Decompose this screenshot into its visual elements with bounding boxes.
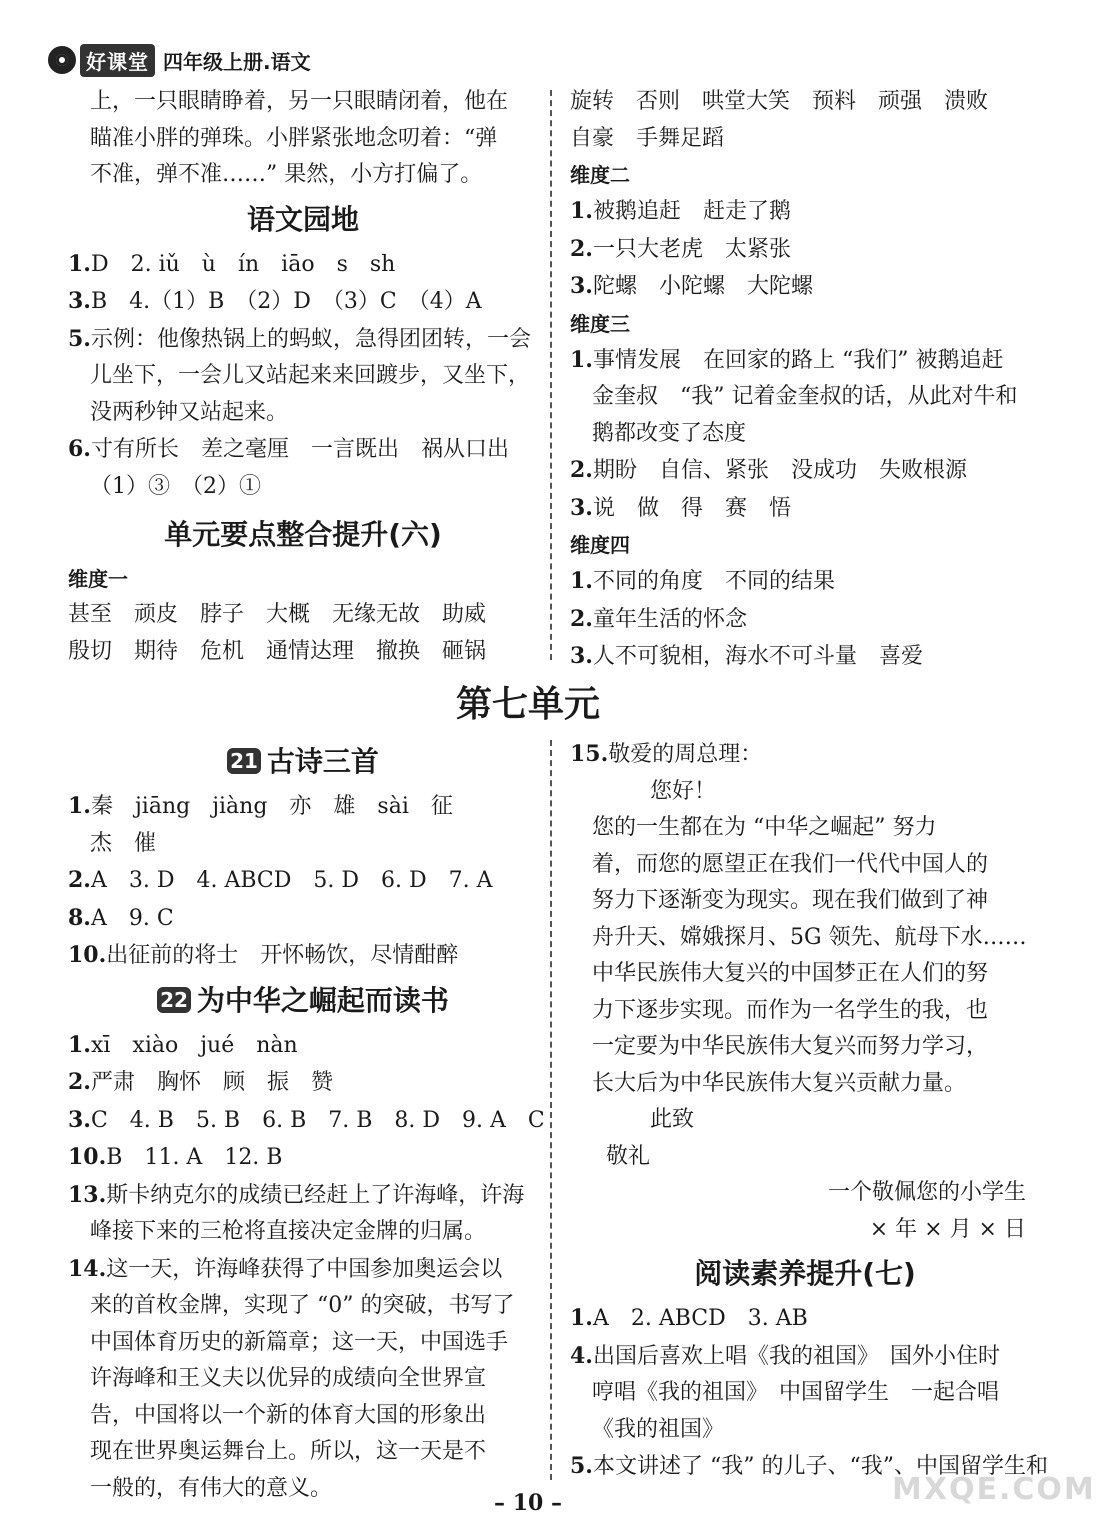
answer-line (68, 1214, 538, 1251)
text-line: 舟升天、嫦娥探月、5G 领先、航母下水…… (592, 924, 1027, 950)
answer-number: 3. (68, 1106, 91, 1133)
text-line: 殷切 期待 危机 通情达理 撤换 砸锅 (68, 638, 487, 664)
section-title-yuwen-garden: 语文园地 (246, 202, 359, 236)
answer-line (68, 1361, 538, 1398)
answer-number: 8. (68, 904, 91, 931)
answer-number: 5. (68, 325, 91, 352)
answer-number: 1. (570, 1305, 593, 1331)
answer-number: 10. (68, 942, 107, 968)
answer-number: 1. (570, 568, 593, 594)
watermark-logo: MXQE.COM (892, 1472, 1096, 1507)
answer-line (570, 736, 1040, 774)
answer-line (68, 246, 538, 284)
answer-text: 期盼 自信、紧张 没成功 失败根源 (592, 458, 967, 483)
text-line: 中华民族伟大复兴的中国梦正在人们的努 (592, 961, 989, 986)
dimension-heading: 维度二 (570, 163, 630, 187)
text-line: 长大后为中华民族伟大复兴贡献力量。 (592, 1070, 967, 1096)
answer-line (570, 638, 1040, 676)
lesson-21-title (68, 736, 538, 788)
answer-text: C 4. B 5. B 6. B 7. B 8. D 9. A C (90, 1107, 545, 1133)
answer-line (68, 1139, 538, 1177)
text-line: 努力下逐渐变为现实。现在我们做到了神 (592, 888, 989, 913)
answer-line (570, 193, 1040, 231)
letter-salutation: 敬爱的周总理： (608, 742, 763, 767)
text-line: 自豪 手舞足蹈 (570, 125, 725, 151)
letter-closing: 此致 (650, 1107, 695, 1132)
answer-line (68, 321, 538, 359)
column-divider-top (550, 90, 552, 660)
dimension-heading: 维度三 (570, 311, 630, 336)
answer-text: 儿坐下，一会儿又站起来来回踱步，又坐下， (90, 363, 531, 388)
answer-line (68, 937, 538, 975)
answer-line (68, 1434, 538, 1471)
publisher-logo (48, 44, 155, 77)
answer-line (68, 862, 538, 900)
answer-line (68, 826, 538, 863)
top-left-column (68, 84, 538, 670)
answer-text: 事情发展 在回家的路上 “我们” 被鹅追赶 (592, 347, 1004, 373)
answer-text: 示例：他像热锅上的蚂蚁，急得团团转，一会 (90, 326, 531, 352)
answer-line (570, 268, 1040, 306)
answer-line (570, 1300, 1040, 1338)
text-line: 不准，弹不准……” 果然，小方打偏了。 (90, 162, 483, 187)
answer-number: 1. (570, 346, 593, 373)
text-line: 一定要为中华民族伟大复兴而努力学习， (592, 1034, 989, 1059)
answer-text: 被鹅追赶 赶走了鹅 (592, 199, 791, 224)
answer-number: 14. (68, 1255, 107, 1282)
dimension-heading: 维度一 (68, 567, 128, 591)
top-right-column (570, 84, 1040, 676)
answer-text: 本文讲述了 “我” 的儿子、“我”、中国留学生和 (592, 1454, 1048, 1479)
page-header (48, 44, 311, 76)
answer-text: 鹅都改变了态度 (592, 420, 747, 446)
answer-line (68, 395, 538, 432)
answer-text: 人不可貌相，海水不可斗量 喜爱 (592, 644, 923, 669)
answer-text: A 2. ABCD 3. AB (592, 1306, 808, 1331)
letter-date: × 年 × 月 × 日 (869, 1216, 1026, 1242)
answer-line (68, 1398, 538, 1435)
answer-text: 斯卡纳克尔的成绩已经赶上了许海峰，许海 (106, 1182, 525, 1208)
answer-number: 1. (68, 250, 91, 277)
answer-text: A 9. C (90, 905, 174, 931)
answer-text: 现在世界奥运舞台上。所以，这一天是不 (90, 1439, 487, 1464)
answer-line (68, 358, 538, 395)
answer-line (570, 231, 1040, 269)
answer-line (68, 788, 538, 826)
answer-number: 1. (68, 1031, 91, 1058)
answer-text: 来的首枚金牌，实现了 “0” 的突破，书写了 (90, 1293, 515, 1318)
text-line: 您的一生都在为 “中华之崛起” 努力 (592, 815, 937, 840)
answer-text: 杰 催 (90, 830, 157, 856)
answer-text: 一般的，有伟大的意义。 (90, 1475, 333, 1501)
answer-text: A 3. D 4. ABCD 5. D 6. D 7. A (90, 868, 493, 893)
answer-text: xī xiào jué nàn (90, 1032, 298, 1058)
answer-number: 1. (68, 793, 91, 819)
answer-text: B 4.（1）B （2）D （3）C （4）A (90, 289, 482, 314)
answer-number: 3. (570, 643, 593, 669)
page-number: – 10 – (494, 1490, 562, 1516)
answer-text: 这一天，许海峰获得了中国参加奥运会以 (106, 1256, 503, 1282)
answer-number: 2. (68, 867, 91, 893)
logo-ring-icon (48, 46, 76, 74)
lesson-22-title (68, 975, 538, 1027)
answer-text: 寸有所长 差之毫厘 一言既出 祸从口出 (90, 437, 509, 462)
bottom-right-column (570, 736, 1048, 1486)
lesson-title-text: 古诗三首 (266, 745, 379, 778)
answer-text: 出国后喜欢上唱《我的祖国》 国外小住时 (592, 1343, 1000, 1369)
letter-greeting: 您好！ (650, 778, 717, 804)
answer-line (68, 1288, 538, 1325)
text-line: 瞄准小胖的弹珠。小胖紧张地念叨着：“弹 (90, 125, 498, 151)
logo-text: 好课堂 (80, 44, 155, 77)
answer-line (570, 342, 1040, 380)
answer-text: 《我的祖国》 (592, 1416, 725, 1442)
answer-text: （1）③ （2）① (90, 473, 261, 499)
section-title-unit-six-review: 单元要点整合提升(六) (164, 518, 442, 551)
answer-line (68, 1177, 538, 1215)
answer-text: 不同的角度 不同的结果 (592, 569, 835, 594)
answer-text: 许海峰和王义夫以优异的成绩向全世界宣 (90, 1366, 487, 1391)
answer-line (68, 1325, 538, 1362)
answer-text: 金奎叔 “我” 记着金奎叔的话，从此对牛和 (592, 384, 1018, 409)
answer-line (68, 431, 538, 469)
answer-text: 出征前的将士 开怀畅饮，尽情酣醉 (106, 943, 459, 968)
answer-line (68, 283, 538, 321)
answer-number: 3. (68, 288, 91, 314)
text-line: 甚至 顽皮 脖子 大概 无缘无故 助威 (68, 602, 487, 627)
answer-line (570, 452, 1040, 490)
answer-line (570, 416, 1040, 453)
answer-line (570, 601, 1040, 639)
answer-number: 4. (570, 1342, 593, 1369)
text-line: 旋转 否则 哄堂大笑 预料 顽强 溃败 (570, 89, 989, 114)
answer-text: 峰接下来的三枪将直接决定金牌的归属。 (90, 1219, 487, 1244)
section-title-reading-seven: 阅读素养提升(七) (694, 1257, 916, 1290)
lesson-title-text: 为中华之崛起而读书 (196, 983, 449, 1017)
answer-text: 秦 jiāng jiàng 亦 雄 sài 征 (90, 794, 453, 819)
answer-text: 童年生活的怀念 (592, 606, 747, 632)
lesson-number-badge: 21 (227, 748, 261, 774)
text-line: 力下逐步实现。而作为一名学生的我，也 (592, 997, 989, 1023)
answer-number: 2. (570, 235, 593, 262)
answer-line (68, 1064, 538, 1102)
answer-number: 10. (68, 1144, 107, 1170)
answer-text: 一只大老虎 太紧张 (592, 236, 791, 262)
answer-number: 13. (68, 1181, 107, 1208)
answer-line (68, 1251, 538, 1289)
answer-number: 15. (570, 741, 609, 767)
answer-text: 说 做 得 赛 悟 (592, 495, 791, 521)
answer-number: 3. (570, 494, 593, 521)
text-line: 着，而您的愿望正在我们一代代中国人的 (592, 851, 989, 877)
answer-line (68, 1027, 538, 1065)
text-line: 上，一只眼睛睁着，另一只眼睛闭着，他在 (90, 89, 509, 114)
answer-number: 2. (68, 1069, 91, 1095)
answer-text: D 2. iǔ ù ín iāo s sh (90, 251, 396, 277)
letter-closing-salute: 敬礼 (606, 1143, 651, 1169)
dimension-heading: 维度四 (570, 533, 630, 557)
answer-text: 告，中国将以一个新的体育大国的形象出 (90, 1402, 487, 1428)
answer-line (68, 1102, 545, 1140)
letter-signature: 一个敬佩您的小学生 (827, 1180, 1026, 1205)
answer-text: B 11. A 12. B (106, 1145, 283, 1170)
answer-number: 6. (68, 436, 91, 462)
answer-number: 1. (570, 198, 593, 224)
answer-number: 2. (570, 457, 593, 483)
bottom-left-column (68, 736, 545, 1507)
answer-text: 哼唱《我的祖国》 中国留学生 一起合唱 (592, 1380, 1000, 1405)
answer-line (570, 1375, 1040, 1412)
grade-subject-label: 四年级上册.语文 (163, 49, 311, 74)
answer-line (68, 469, 538, 506)
answer-number: 2. (570, 605, 593, 632)
answer-line (570, 1412, 1040, 1449)
lesson-number-badge: 22 (157, 987, 191, 1013)
answer-number: 5. (570, 1453, 593, 1479)
column-divider-bottom (550, 740, 552, 1480)
unit-seven-title: 第七单元 (455, 684, 600, 725)
answer-number: 3. (570, 273, 593, 299)
answer-text: 中国体育历史的新篇章；这一天，中国选手 (90, 1329, 509, 1355)
answer-line (570, 379, 1040, 416)
answer-line (570, 490, 1040, 528)
answer-text: 陀螺 小陀螺 大陀螺 (592, 274, 813, 299)
answer-text: 没两秒钟又站起来。 (90, 399, 289, 425)
answer-line (570, 563, 1040, 601)
answer-text: 严肃 胸怀 顾 振 赞 (90, 1070, 333, 1095)
answer-line (570, 1338, 1040, 1376)
answer-line (68, 900, 538, 938)
